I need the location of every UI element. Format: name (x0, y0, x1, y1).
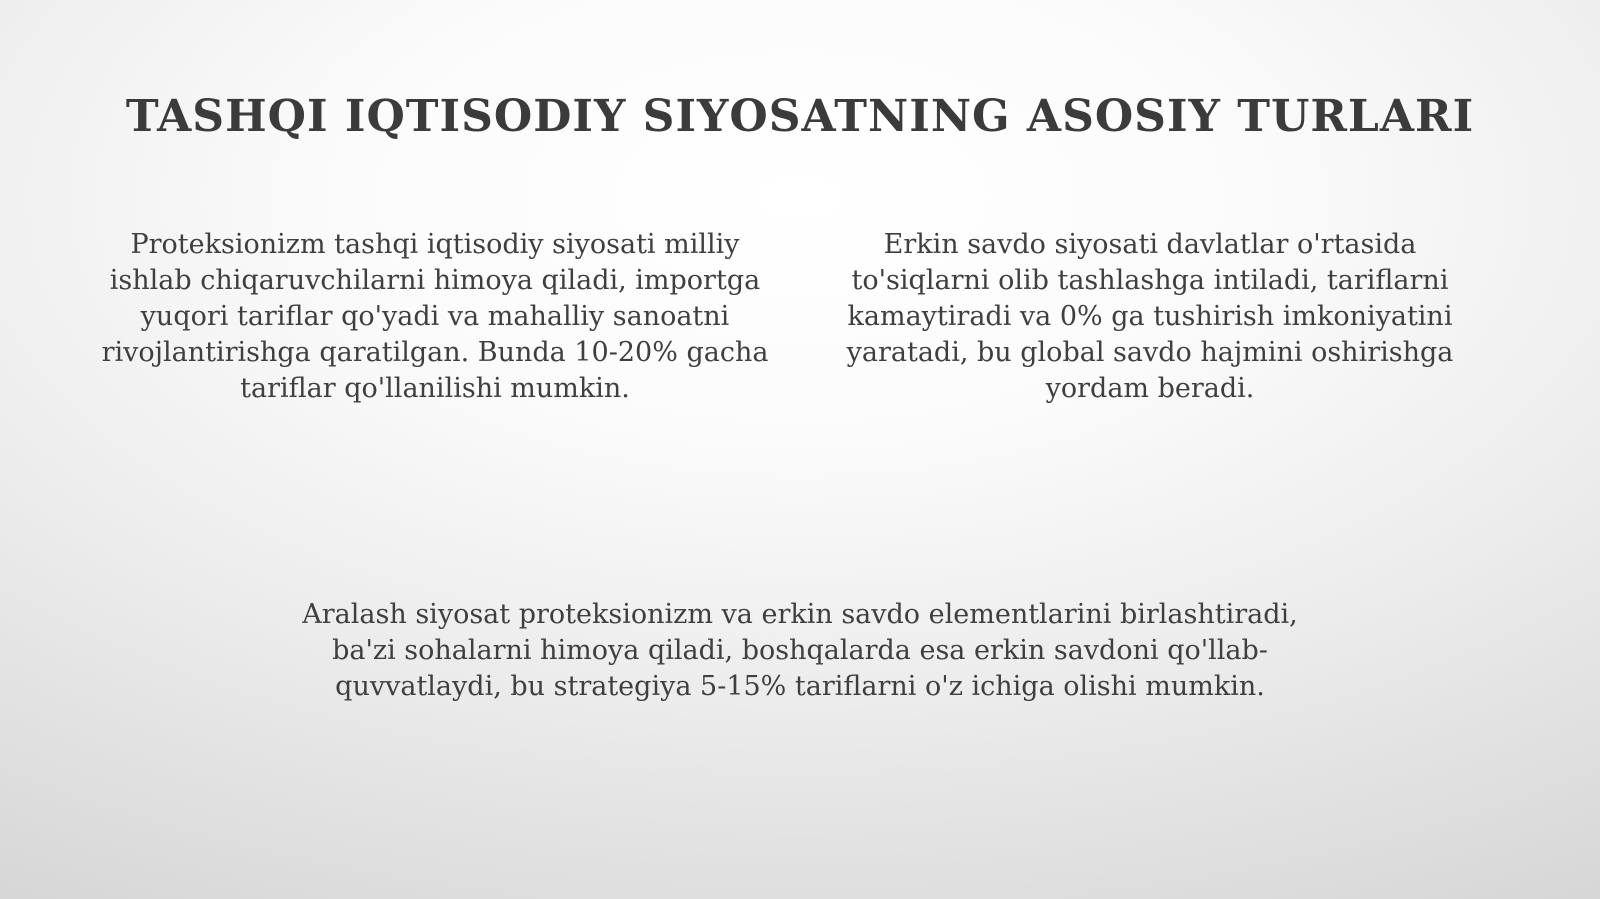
protectionism-text: Proteksionizm tashqi iqtisodiy siyosati milliy ishlab chiqaruvchilarni himoya qiladi, importga yuqori tariflar qo'yadi va mahalliy sanoatni rivojlantirishga qaratilgan. Bunda 10-20% gacha tariflar qo'llanilishi mumkin. (101, 229, 769, 404)
slide-title: TASHQI IQTISODIY SIYOSATNING ASOSIY TURLARI (125, 91, 1475, 143)
free-trade-text: Erkin savdo siyosati davlatlar o'rtasida to'siqlarni olib tashlashga intiladi, tariflarni kamaytiradi va 0% ga tushirish imkoniyatini yaratadi, bu global savdo hajmini oshirishga yordam beradi. (846, 229, 1454, 404)
mixed-policy-text: Aralash siyosat proteksionizm va erkin savdo elementlarini birlashtiradi, ba'zi sohalarni himoya qiladi, boshqalarda esa erkin savdoni qo'llab-quvvatlaydi, bu strategiya 5-15% tariflarni o'z ichiga olishi mumkin. (302, 599, 1298, 702)
